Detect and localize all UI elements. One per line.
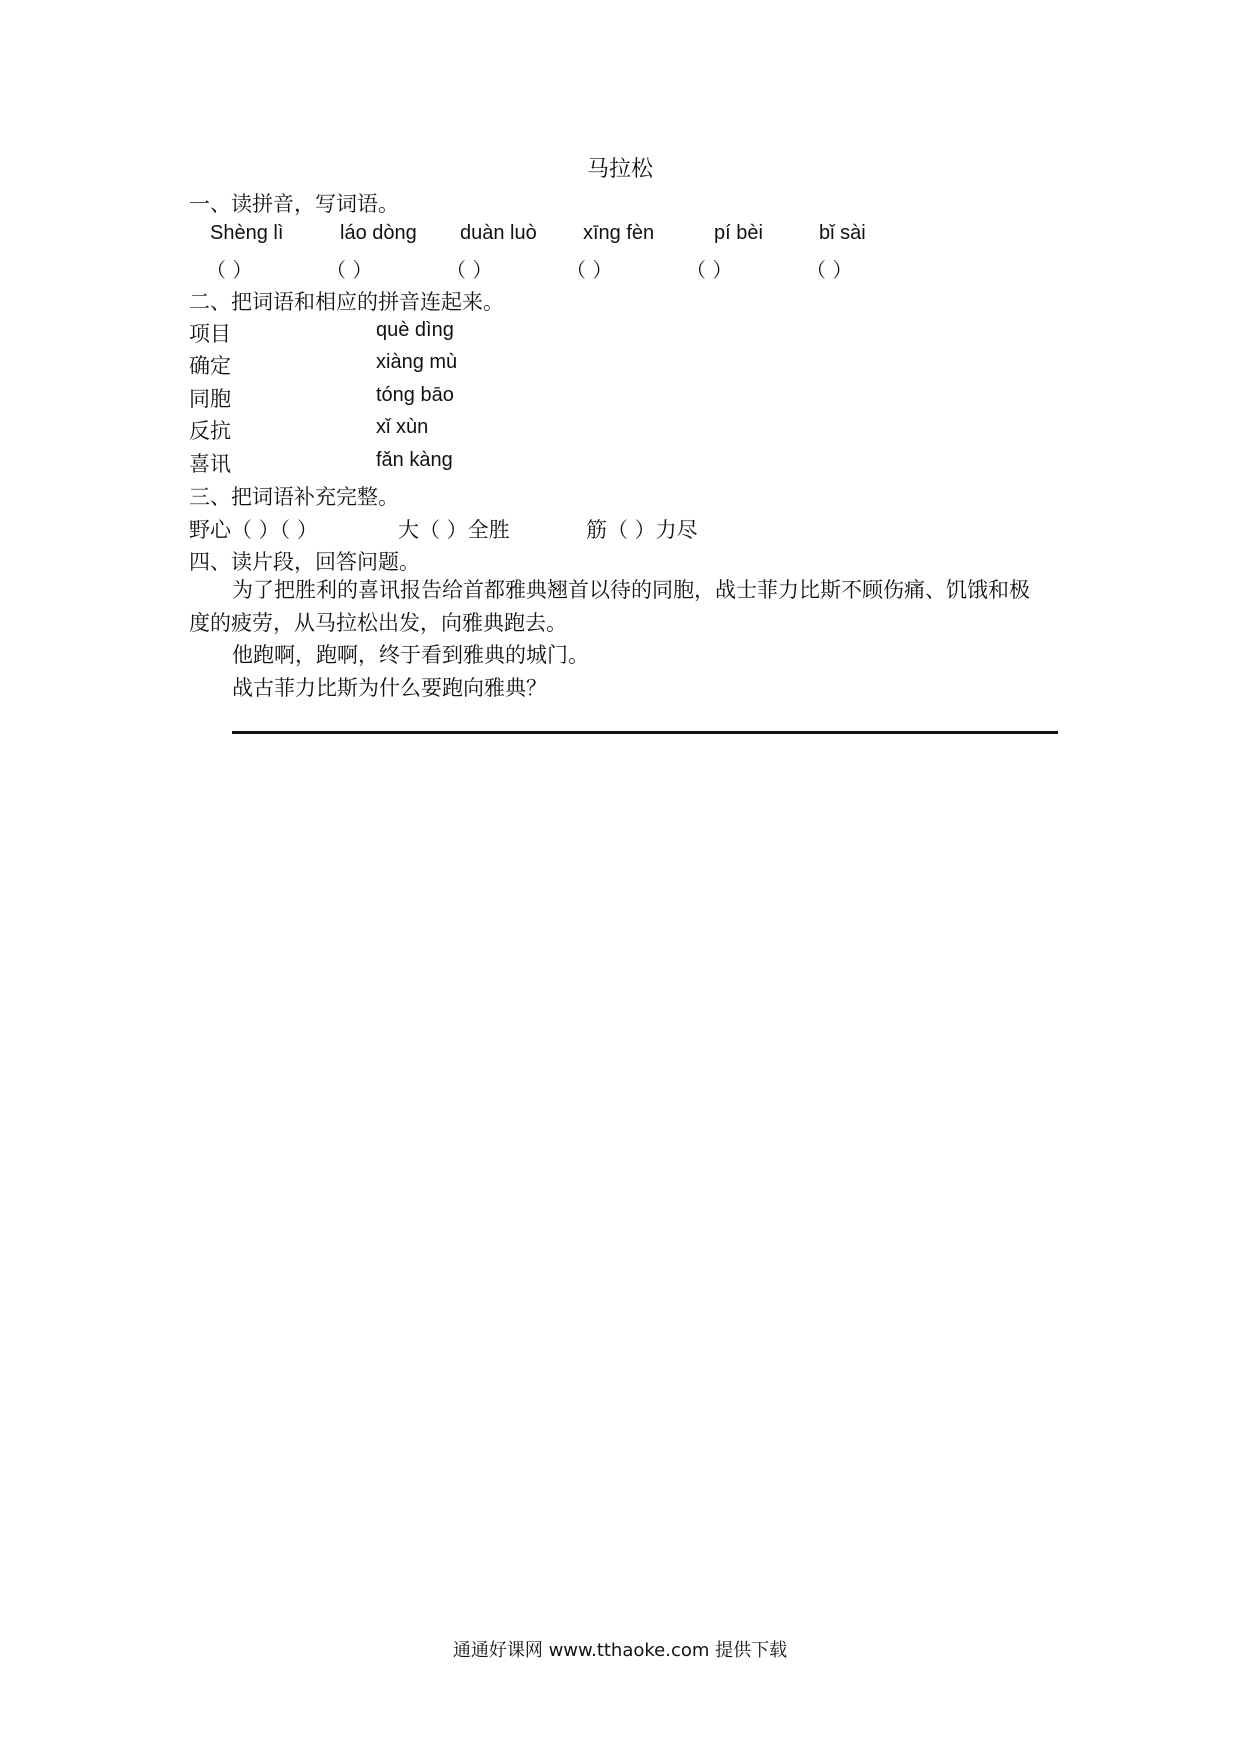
match-pinyin[interactable]: xiàng mù <box>376 351 458 373</box>
match-pinyin[interactable]: fǎn kàng <box>376 449 453 471</box>
fill-idiom-item[interactable]: 筋（ ）力尽 <box>586 518 698 542</box>
pinyin-item: bǐ sài <box>819 222 866 244</box>
answer-blank[interactable]: （ ） <box>326 258 373 282</box>
answer-blank[interactable]: （ ） <box>806 258 853 282</box>
match-word[interactable]: 项目 <box>189 322 231 346</box>
passage-line: 为了把胜利的喜讯报告给首都雅典翘首以待的同胞，战士菲力比斯不顾伤痛、饥饿和极 <box>232 578 1030 602</box>
match-pinyin[interactable]: xǐ xùn <box>376 416 429 438</box>
match-pinyin[interactable]: tóng bāo <box>376 384 454 406</box>
pinyin-item: Shèng lì <box>210 222 284 244</box>
footer-text: 通通好课网 www.tthaoke.com 提供下载 <box>452 1640 788 1661</box>
match-word[interactable]: 喜讯 <box>189 452 231 476</box>
fill-idiom-item[interactable]: 大（ ）全胜 <box>398 518 510 542</box>
pinyin-item: xīng fèn <box>583 222 655 244</box>
section3-heading: 三、把词语补充完整。 <box>189 485 399 509</box>
answer-blank[interactable]: （ ） <box>566 258 613 282</box>
question-text: 战古菲力比斯为什么要跑向雅典？ <box>232 676 547 700</box>
section2-heading: 二、把词语和相应的拼音连起来。 <box>189 290 504 314</box>
pinyin-item: láo dòng <box>340 222 417 244</box>
match-word[interactable]: 确定 <box>189 354 231 378</box>
pinyin-item: duàn luò <box>460 222 537 244</box>
match-word[interactable]: 同胞 <box>189 387 231 411</box>
answer-blank[interactable]: （ ） <box>206 258 253 282</box>
pinyin-item: pí bèi <box>714 222 763 244</box>
match-pinyin[interactable]: què dìng <box>376 319 454 341</box>
answer-blank[interactable]: （ ） <box>446 258 493 282</box>
fill-idiom-item[interactable]: 野心（ ）（ ） <box>189 518 318 542</box>
section4-heading: 四、读片段，回答问题。 <box>189 550 420 574</box>
document-title: 马拉松 <box>586 157 653 182</box>
section1-heading: 一、读拼音，写词语。 <box>189 192 399 216</box>
match-word[interactable]: 反抗 <box>189 419 231 443</box>
passage-line: 度的疲劳，从马拉松出发，向雅典跑去。 <box>189 611 567 635</box>
answer-blank[interactable]: （ ） <box>686 258 733 282</box>
answer-line[interactable] <box>232 731 1058 734</box>
passage-line: 他跑啊，跑啊，终于看到雅典的城门。 <box>232 643 589 667</box>
